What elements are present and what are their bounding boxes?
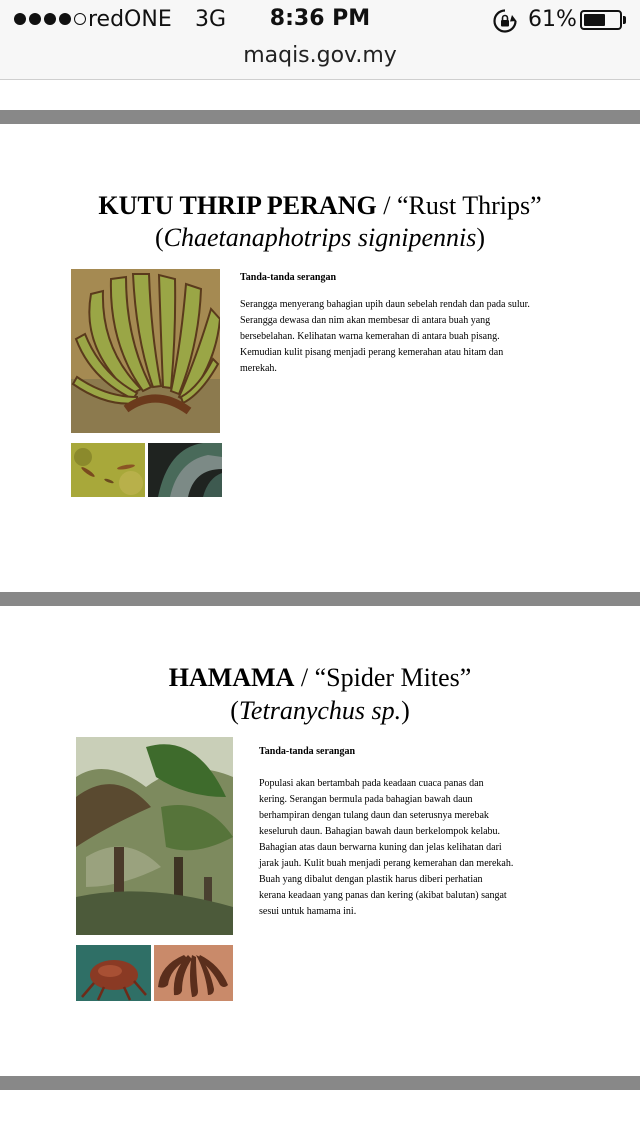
status-bar [0, 0, 640, 40]
symptoms-heading: Tanda-tanda serangan [259, 746, 356, 757]
spider-mites-photo-mite [76, 945, 151, 1001]
battery-icon [580, 10, 622, 30]
section-divider [0, 592, 640, 606]
symptoms-heading: Tanda-tanda serangan [240, 272, 337, 283]
battery-percent: 61% [528, 7, 577, 32]
symptoms-text: Populasi akan bertambah pada keadaan cuaca panas dan kering. Serangan bermula pada bahagian bawah daun berhampiran dengan tulang daun dan seterusnya merebak keseluruh daun. Bahagian bawah daun berkelompok kelabu. Bahagian atas daun berwarna kuning dan jelas kelihatan dari jarak jauh. Kulit buah menjadi perang kemerahan dan merekah. Buah yang dibalut dengan plastik harus diberi perhatian kerana keadaan yang panas dan kering (akibat balutan) sangat sesui untuk hamama ini. [259, 778, 514, 917]
pest-name-local: HAMAMA [168, 663, 295, 692]
orientation-lock-icon [492, 8, 518, 34]
carrier-name: redONE [88, 7, 172, 32]
spider-mites-photo-plantation [76, 737, 233, 935]
battery-tip [623, 16, 626, 24]
signal-strength-icon [14, 13, 86, 25]
rust-thrips-photo-insects [71, 443, 145, 497]
spider-mites-photo-fruit [154, 945, 233, 1001]
symptoms-text: Serangga menyerang bahagian upih daun sebelah rendah dan pada sulur. Serangga dewasa dan nim akan membesar di antara buah yang bersebelahan. Kelihatan warna kemerahan di antara buah pisang. Kemudian kulit pisang menjadi perang kemerahan atau hitam dan merekah. [240, 299, 530, 374]
status-time: 8:36 PM [269, 6, 371, 31]
scientific-name-rust-thrips: (Chaetanaphotrips signipennis) [154, 223, 486, 252]
section-divider [0, 110, 640, 124]
section-title-spider-mites: HAMAMA / “Spider Mites” [168, 663, 472, 692]
section-divider [0, 1076, 640, 1090]
pest-name-local: KUTU THRIP PERANG [98, 191, 377, 220]
section-title-rust-thrips: KUTU THRIP PERANG / “Rust Thrips” [98, 191, 542, 220]
scientific-name: Chaetanaphotrips signipennis [163, 223, 477, 252]
url-text[interactable]: maqis.gov.my [243, 43, 397, 68]
pest-name-english: “Rust Thrips” [396, 191, 542, 220]
rust-thrips-photo-main [71, 269, 220, 433]
address-bar[interactable] [0, 40, 640, 80]
pest-name-english: “Spider Mites” [314, 663, 472, 692]
scientific-name-spider-mites: (Tetranychus sp.) [230, 696, 410, 725]
rust-thrips-photo-damaged-fruit [148, 443, 222, 497]
network-type: 3G [195, 7, 227, 32]
scientific-name: Tetranychus sp. [238, 696, 402, 725]
